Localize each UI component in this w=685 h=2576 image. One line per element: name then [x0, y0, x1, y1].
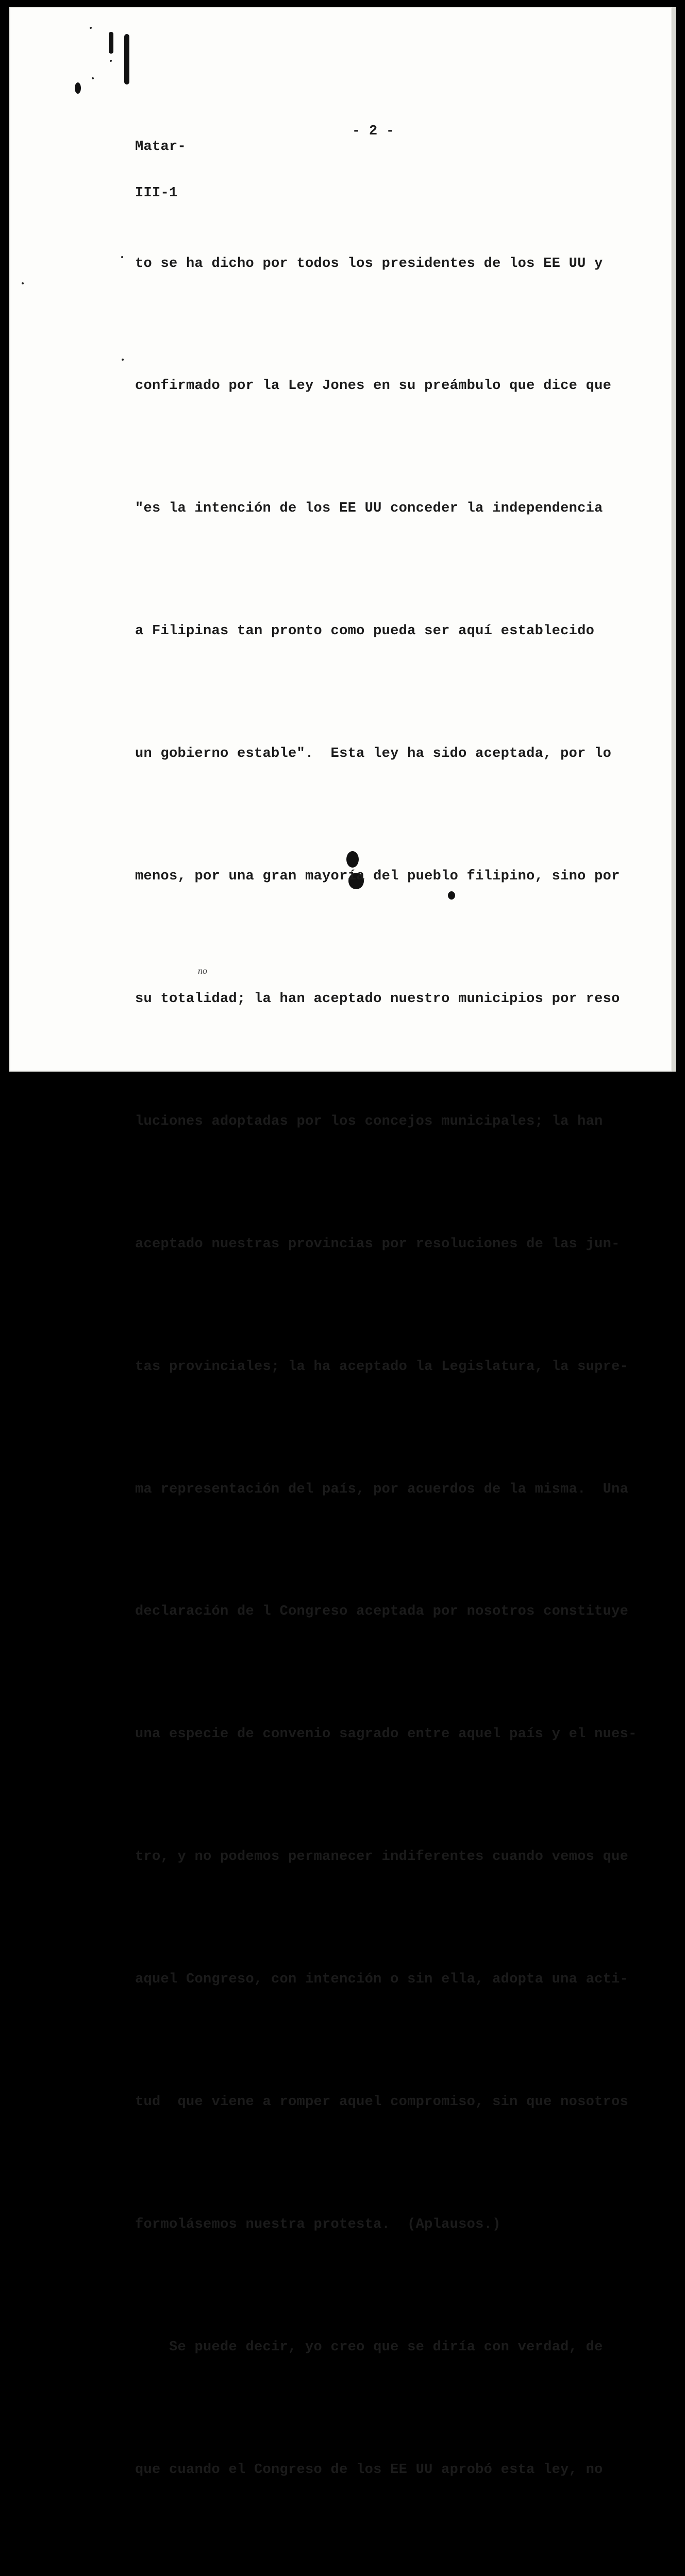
typewritten-body	[135, 162, 637, 2576]
text-line: to se ha dicho por todos los presidentes de los EE UU y	[135, 256, 603, 272]
text-line	[135, 2572, 637, 2576]
ink-speck	[90, 27, 92, 29]
text-line: ma representación del país, por acuerdos de la misma. Una	[135, 1481, 629, 1497]
ink-speck	[121, 256, 123, 258]
page-number: - 2 -	[352, 124, 395, 139]
text-line: Se puede decir, yo creo que se diría con verdad, de	[135, 2339, 603, 2355]
ink-mark	[75, 82, 81, 94]
page-edge-shadow	[672, 7, 676, 1072]
text-line: una especie de convenio sagrado entre aquel país y el nues-	[135, 1726, 637, 1742]
text-line: que cuando el Congreso de los EE UU aprobó esta ley, no	[135, 2462, 603, 2478]
text-line: tro, y no podemos permanecer indiferentes cuando vemos que	[135, 1849, 629, 1865]
header-line-2: III-1	[135, 185, 178, 201]
text-line: luciones adoptadas por los concejos municipales; la han	[135, 1113, 603, 1129]
ink-speck	[122, 359, 124, 361]
text-line: menos, por una gran mayoría del pueblo filipino, sino por	[135, 869, 620, 885]
text-line: aquel Congreso, con intención o sin ella, adopta una acti-	[135, 1972, 629, 1988]
text-line: declaración de l Congreso aceptada por nosotros constituye	[135, 1604, 629, 1620]
ink-speck	[92, 77, 94, 79]
ink-mark	[109, 32, 113, 54]
text-line: un gobierno estable". Esta ley ha sido aceptada, por lo	[135, 746, 612, 762]
handwritten-correction: no	[198, 965, 207, 976]
text-line: confirmado por la Ley Jones en su preámbulo que dice que	[135, 378, 612, 394]
text-line: formolásemos nuestra protesta. (Aplausos.)	[135, 2216, 501, 2232]
text-line: tud que viene a romper aquel compromiso, sin que nosotros	[135, 2094, 629, 2110]
ink-speck	[22, 282, 24, 284]
ink-speck	[110, 60, 112, 62]
text-line: "es la intención de los EE UU conceder la independencia	[135, 501, 603, 517]
text-line: su totalidad; la han aceptado nuestro municipios por reso	[135, 991, 620, 1007]
text-line: aceptado nuestras provincias por resoluciones de las jun-	[135, 1236, 620, 1252]
ink-mark	[124, 34, 129, 84]
text-line: a Filipinas tan pronto como pueda ser aquí establecido	[135, 623, 595, 639]
header-line-1: Matar-	[135, 139, 187, 155]
text-line: tas provinciales; la ha aceptado la Legislatura, la supre-	[135, 1359, 629, 1375]
